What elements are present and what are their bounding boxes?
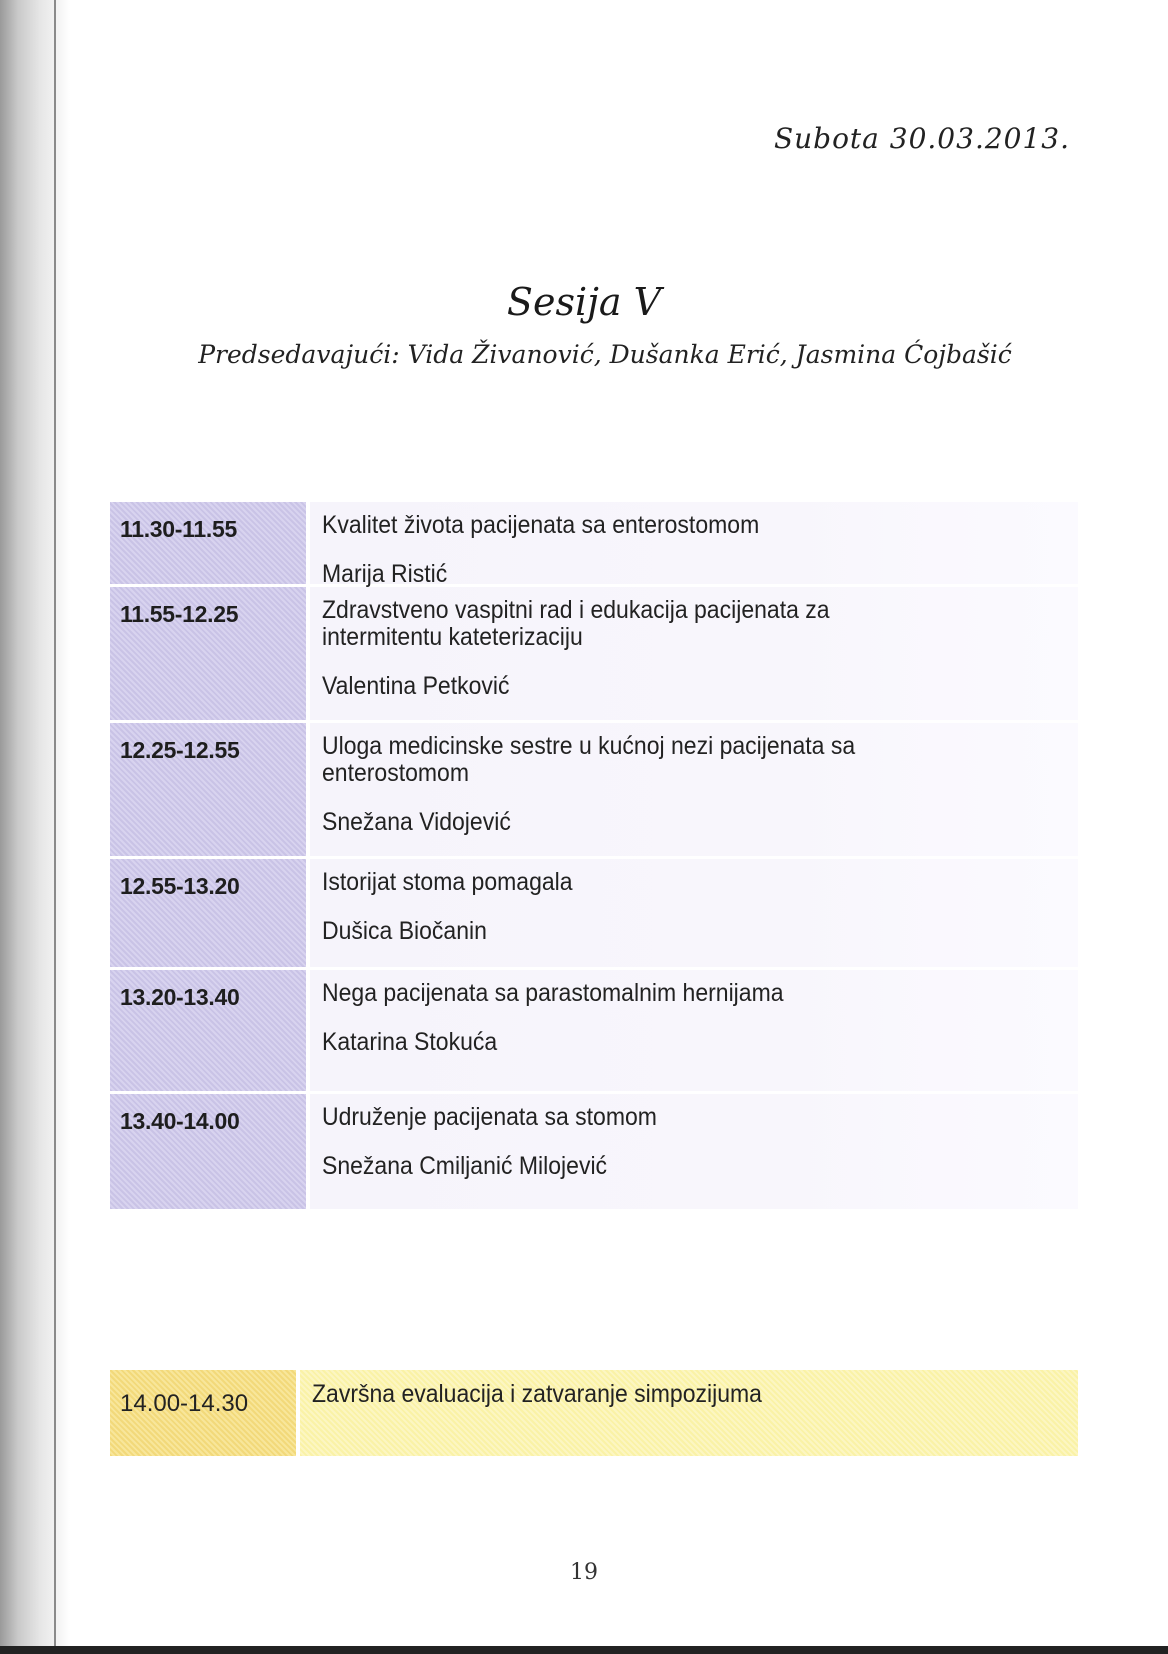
talk-title: Istorijat stoma pomagala <box>322 868 573 896</box>
talk-speaker: Marija Ristić <box>322 560 448 588</box>
talk-cell <box>310 970 1078 1091</box>
talk-cell <box>310 502 1078 588</box>
session-chairs: Predsedavajući: Vida Živanović, Dušanka Erić, Jasmina Ćojbašić <box>198 340 1012 369</box>
talk-speaker: Valentina Petković <box>322 672 510 700</box>
program-row <box>110 1094 1078 1209</box>
program-row <box>110 970 1078 1094</box>
time-cell: 12.55-13.20 <box>110 859 310 967</box>
book-spine-shadow <box>0 0 70 1654</box>
session-date: Subota 30.03.2013. <box>773 122 1070 155</box>
talk-speaker: Katarina Stokuća <box>322 1028 498 1056</box>
closing-time-cell: 14.00-14.30 <box>110 1370 300 1456</box>
program-row <box>110 587 1078 723</box>
closing-title-cell <box>300 1370 1078 1456</box>
talk-speaker: Snežana Cmiljanić Milojević <box>322 1152 608 1180</box>
talk-title: Uloga medicinske sestre u kućnoj nezi pacijenata sa enterostomom <box>322 732 856 787</box>
talk-speaker: Dušica Biočanin <box>322 917 487 945</box>
session-title: Sesija V <box>506 280 662 324</box>
talk-title: Nega pacijenata sa parastomalnim hernijama <box>322 979 784 1007</box>
scan-bottom-edge <box>0 1646 1168 1654</box>
program-row <box>110 859 1078 970</box>
talk-title: Zdravstveno vaspitni rad i edukacija pacijenata za intermitentu kateterizaciju <box>322 596 830 651</box>
time-cell: 13.40-14.00 <box>110 1094 310 1209</box>
time-cell: 11.55-12.25 <box>110 587 310 720</box>
talk-title: Kvalitet života pacijenata sa enterostomom <box>322 511 760 539</box>
talk-cell <box>310 859 1078 967</box>
closing-title: Završna evaluacija i zatvaranje simpozijuma <box>312 1380 762 1408</box>
time-cell: 12.25-12.55 <box>110 723 310 856</box>
program-row <box>110 723 1078 859</box>
spine-edge-line <box>54 0 56 1654</box>
time-cell: 13.20-13.40 <box>110 970 310 1091</box>
time-cell: 11.30-11.55 <box>110 502 310 584</box>
program-row <box>110 502 1078 587</box>
talk-speaker: Snežana Vidojević <box>322 808 511 836</box>
talk-cell <box>310 723 1078 856</box>
program-table <box>110 502 1078 1209</box>
talk-cell <box>310 1094 1078 1209</box>
closing-row <box>110 1370 1078 1456</box>
page-number: 19 <box>570 1560 598 1585</box>
talk-cell <box>310 587 1078 720</box>
talk-title: Udruženje pacijenata sa stomom <box>322 1103 657 1131</box>
